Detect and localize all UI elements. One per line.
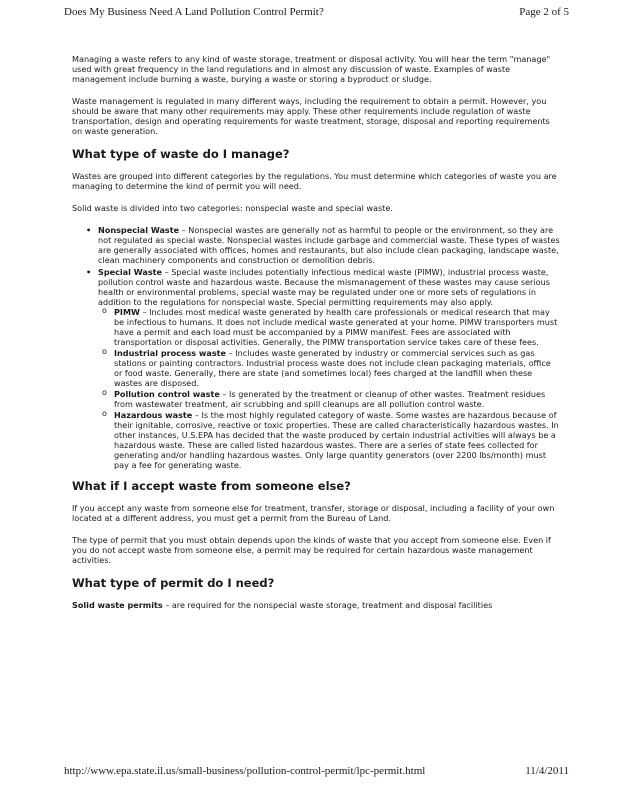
print-date: 11/4/2011 [525,765,569,777]
term: PIMW [114,307,140,317]
term: Solid waste permits [72,600,163,610]
paragraph: If you accept any waste from someone else for treatment, transfer, storage or disposal, including a facility of your own located at a different address, you must get a permit from the Bureau of Land. [72,503,555,523]
paragraph [72,600,560,610]
list-item [114,389,560,409]
definition: – are required for the nonspecial waste storage, treatment and disposal facilities [162,600,493,610]
special-waste-sublist [98,307,560,470]
term: Special Waste [98,267,163,277]
term: Hazardous waste [114,410,193,420]
definition: – Is the most highly regulated category of waste. Some wastes are hazardous because of their ignitable, corrosive, reactive or toxic properties. These are called characteristically hazardous wastes. In other instances, U.S.EPA has decided that the waste produced by certain industrial activities will always be a hazardous waste. These are called listed hazardous wastes. There are a series of state fees collected for generating and/or handling hazardous wastes. Only large quantity generators (over 2200 lbs/month) must pay a fee for generating waste. [114,410,559,470]
list-item-nonspecial [98,225,560,265]
definition: – Includes most medical waste generated by health care professionals or medical research that may be infectious to humans. It does not include medical waste generated at your home. PIMW transporters must have a permit and each load must be accompanied by a PIMW manifest. Fees are associated with transportation or disposal activities. Generally, the PIMW transportation service takes care of these fees. [114,307,558,347]
page-number: Page 2 of 5 [519,6,569,18]
section-heading-permit-type: What type of permit do I need? [72,576,275,590]
list-item-special [98,267,560,470]
definition: – Is generated by the treatment or cleanup of other wastes. Treatment residues from wastewater treatment, air scrubbing and spill cleanups are all pollution control waste. [114,389,546,409]
section-heading-waste-type: What type of waste do I manage? [72,147,290,161]
list-item [114,307,560,347]
paragraph: Managing a waste refers to any kind of waste storage, treatment or disposal activity. You will hear the term "manage" used with great frequency in the land regulations and in almost any discussion of waste. Examples of waste management include burning a waste, burying a waste or storing a byproduct or sludge. [72,54,551,84]
definition: – Special waste includes potentially infectious medical waste (PIMW), industrial process waste, pollution control waste and hazardous waste. Because the mismanagement of these wastes may cause serious health or environmental problems, special waste may be regulated under one or more sets of regulations in addition to the regulations for nonspecial waste. Special permitting requirements may also apply. [98,267,550,307]
paragraph: Wastes are grouped into different categories by the regulations. You must determine which categories of waste you are managing to determine the kind of permit you will need. [72,171,557,191]
section-heading-accept-waste: What if I accept waste from someone else? [72,479,351,493]
term: Pollution control waste [114,389,220,399]
definition: – Nonspecial wastes are generally not as harmful to people or the environment, so they are not regulated as special waste. Nonspecial wastes include garbage and commercial waste. These types of wastes are generally associated with offices, homes and restaurants, but also include clean packaging, landscape waste, clean machinery components and construction or demolition debris. [98,225,560,265]
list-item [114,410,560,470]
paragraph: Solid waste is divided into two categories: nonspecial waste and special waste. [72,203,393,213]
paragraph: Waste management is regulated in many different ways, including the requirement to obtain a permit. However, you should be aware that many other requirements may apply. These other requirements include regulation of waste transportation, design and operating requirements for waste treatment, storage, disposal and reporting requirements on waste generation. [72,96,550,136]
waste-category-list [72,225,560,470]
list-item [114,348,560,388]
print-header-title: Does My Business Need A Land Pollution Control Permit? [64,6,324,18]
definition: – Includes waste generated by industry or commercial services such as gas stations or painting contractors. Industrial process waste does not include clean packaging materials, office or food waste. Generally, there are state (and sometimes local) fees charged at the landfill when these wastes are disposed. [114,348,551,388]
document-body [72,54,560,622]
page-url: http://www.epa.state.il.us/small-business/pollution-control-permit/lpc-permit.html [64,765,426,777]
paragraph: The type of permit that you must obtain depends upon the kinds of waste that you accept from someone else. Even if you do not accept waste from someone else, a permit may be required for certain hazardous waste management activities. [72,535,551,565]
term: Nonspecial Waste [98,225,180,235]
term: Industrial process waste [114,348,227,358]
print-header [64,6,569,20]
